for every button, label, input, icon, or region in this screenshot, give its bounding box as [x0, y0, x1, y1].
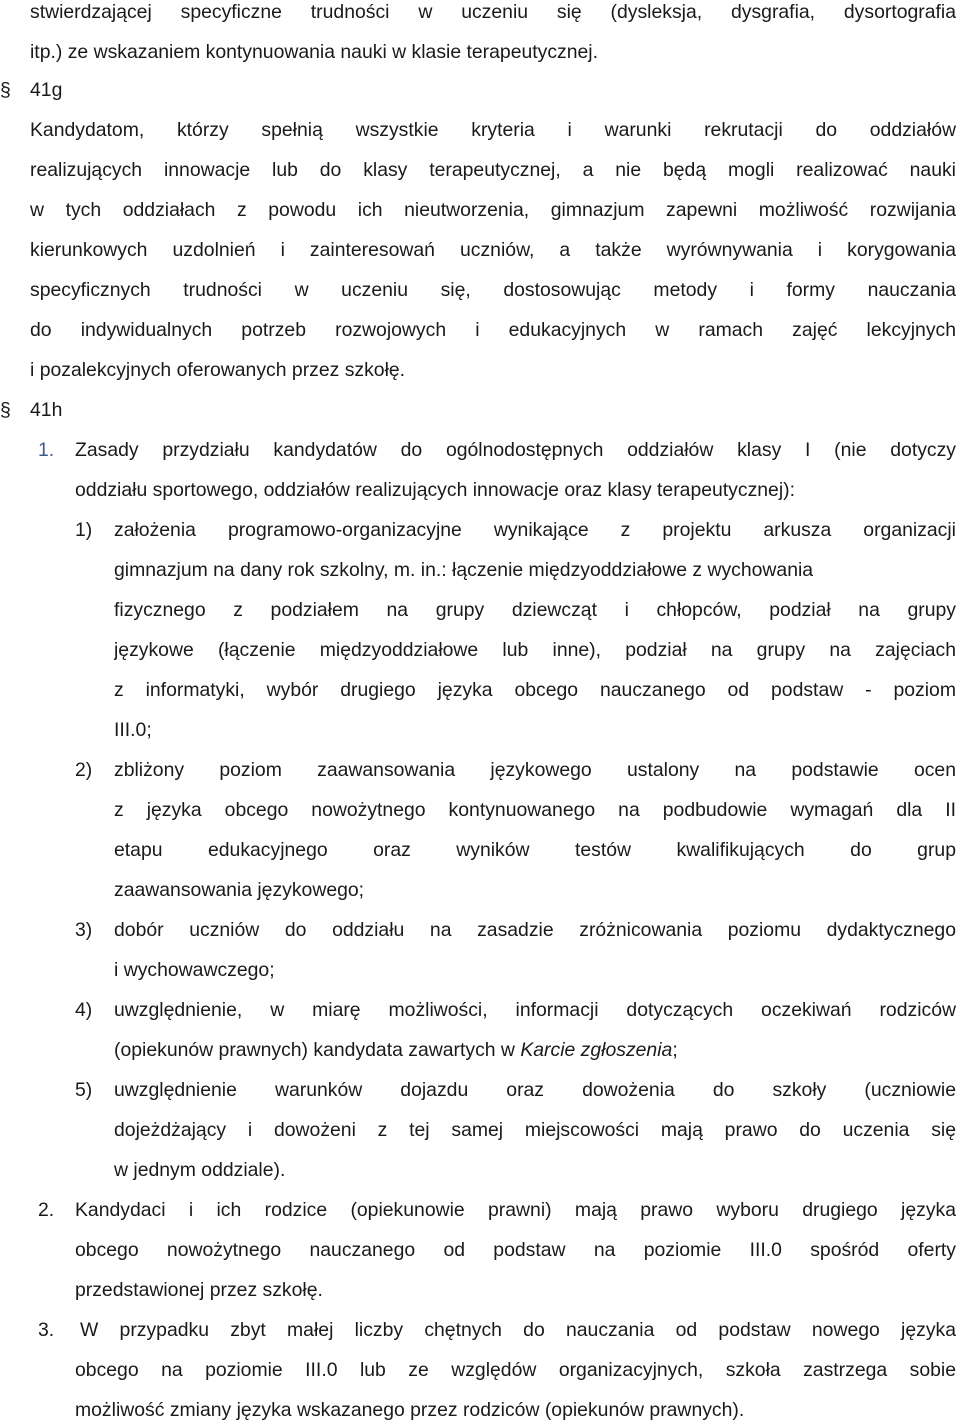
point-3-marker: 3. [38, 1319, 55, 1341]
point-3-line-3: możliwość zmiany języka wskazanego przez rodziców (opiekunów prawnych). [75, 1399, 745, 1421]
point-1-line-2: oddziału sportowego, oddziałów realizujących innowacje oraz klasy terapeutycznej): [75, 479, 795, 501]
subpoint-1-line-1: założenia programowo-organizacyjne wynikające z projektu arkusza organizacji [114, 519, 956, 541]
subpoint-3-marker: 3) [75, 919, 93, 941]
subpoint-1-line-2: gimnazjum na dany rok szkolny, m. in.: łączenie międzyoddziałowe z wychowania [114, 559, 814, 581]
para-41g-line-6: do indywidualnych potrzeb rozwojowych i edukacyjnych w ramach zajęć lekcyjnych [30, 319, 956, 341]
subpoint-1-line-5: z informatyki, wybór drugiego języka obcego nauczanego od podstaw - poziom [114, 679, 956, 701]
para-41g-line-3: w tych oddziałach z powodu ich nieutworzenia, gimnazjum zapewni możliwość rozwijania [30, 199, 956, 221]
subpoint-1-line-4: językowe (łączenie międzyoddziałowe lub inne), podział na grupy na zajęciach [114, 639, 956, 661]
subpoint-2-marker: 2) [75, 759, 93, 781]
intro-line-2: itp.) ze wskazaniem kontynuowania nauki w klasie terapeutycznej. [30, 41, 598, 63]
intro-line-1: stwierdzającej specyficzne trudności w uczeniu się (dysleksja, dysgrafia, dysortografia [30, 1, 956, 23]
para-41g-line-2: realizujących innowacje lub do klasy terapeutycznej, a nie będą mogli realizować nauki [30, 159, 956, 181]
point-2-line-3: przedstawionej przez szkołę. [75, 1279, 323, 1301]
subpoint-1-line-3: fizycznego z podziałem na grupy dziewcząt i chłopców, podział na grupy [114, 599, 956, 621]
section-symbol: § [0, 79, 11, 101]
para-41g-line-7: i pozalekcyjnych oferowanych przez szkołę. [30, 359, 406, 381]
subpoint-1-line-6: III.0; [114, 719, 152, 741]
karta-zgloszenia-reference: Karcie zgłoszenia [520, 1039, 673, 1061]
point-2-line-2: obcego nowożytnego nauczanego od podstaw na poziomie III.0 spośród oferty [75, 1239, 956, 1261]
section-number: 41g [30, 79, 63, 101]
para-41g-line-5: specyficznych trudności w uczeniu się, dostosowując metody i formy nauczania [30, 279, 956, 301]
para-41g-line-4: kierunkowych uzdolnień i zainteresowań uczniów, a także wyrównywania i korygowania [30, 239, 956, 261]
section-heading-41g [0, 78, 62, 102]
subpoint-2-line-3: etapu edukacyjnego oraz wyników testów kwalifikujących do grup [114, 839, 956, 861]
point-1-line-1: Zasady przydziału kandydatów do ogólnodostępnych oddziałów klasy I (nie dotyczy [75, 439, 956, 461]
para-41g-line-1: Kandydatom, którzy spełnią wszystkie kryteria i warunki rekrutacji do oddziałów [30, 119, 956, 141]
point-1-marker: 1. [38, 439, 55, 461]
subpoint-5-line-3: w jednym oddziale). [114, 1159, 286, 1181]
subpoint-4-line-2-suffix: ; [672, 1039, 678, 1061]
subpoint-2-line-4: zaawansowania językowego; [114, 879, 365, 901]
section-number: 41h [30, 399, 63, 421]
point-2-line-1: Kandydaci i ich rodzice (opiekunowie prawni) mają prawo wyboru drugiego języka [75, 1199, 956, 1221]
subpoint-4-line-1: uwzględnienie, w miarę możliwości, informacji dotyczących oczekiwań rodziców [114, 999, 956, 1021]
point-3-line-2: obcego na poziomie III.0 lub ze względów organizacyjnych, szkoła zastrzega sobie [75, 1359, 956, 1381]
section-heading-41h [0, 398, 62, 422]
subpoint-3-line-1: dobór uczniów do oddziału na zasadzie zróżnicowania poziomu dydaktycznego [114, 919, 956, 941]
subpoint-1-marker: 1) [75, 519, 93, 541]
subpoint-3-line-2: i wychowawczego; [114, 959, 275, 981]
subpoint-4-line-2-text: (opiekunów prawnych) kandydata zawartych w [114, 1039, 521, 1061]
subpoint-5-marker: 5) [75, 1079, 93, 1101]
subpoint-2-line-1: zbliżony poziom zaawansowania językowego ustalony na podstawie ocen [114, 759, 956, 781]
point-3-line-1: W przypadku zbyt małej liczby chętnych do nauczania od podstaw nowego języka [80, 1319, 956, 1341]
subpoint-5-line-1: uwzględnienie warunków dojazdu oraz dowożenia do szkoły (uczniowie [114, 1079, 956, 1101]
subpoint-5-line-2: dojeżdżający i dowożeni z tej samej miejscowości mają prawo do uczenia się [114, 1119, 956, 1141]
subpoint-4-line-2 [114, 1038, 678, 1062]
point-2-marker: 2. [38, 1199, 55, 1221]
subpoint-4-marker: 4) [75, 999, 93, 1021]
section-symbol: § [0, 399, 11, 421]
subpoint-2-line-2: z języka obcego nowożytnego kontynuowanego na podbudowie wymagań dla II [114, 799, 956, 821]
